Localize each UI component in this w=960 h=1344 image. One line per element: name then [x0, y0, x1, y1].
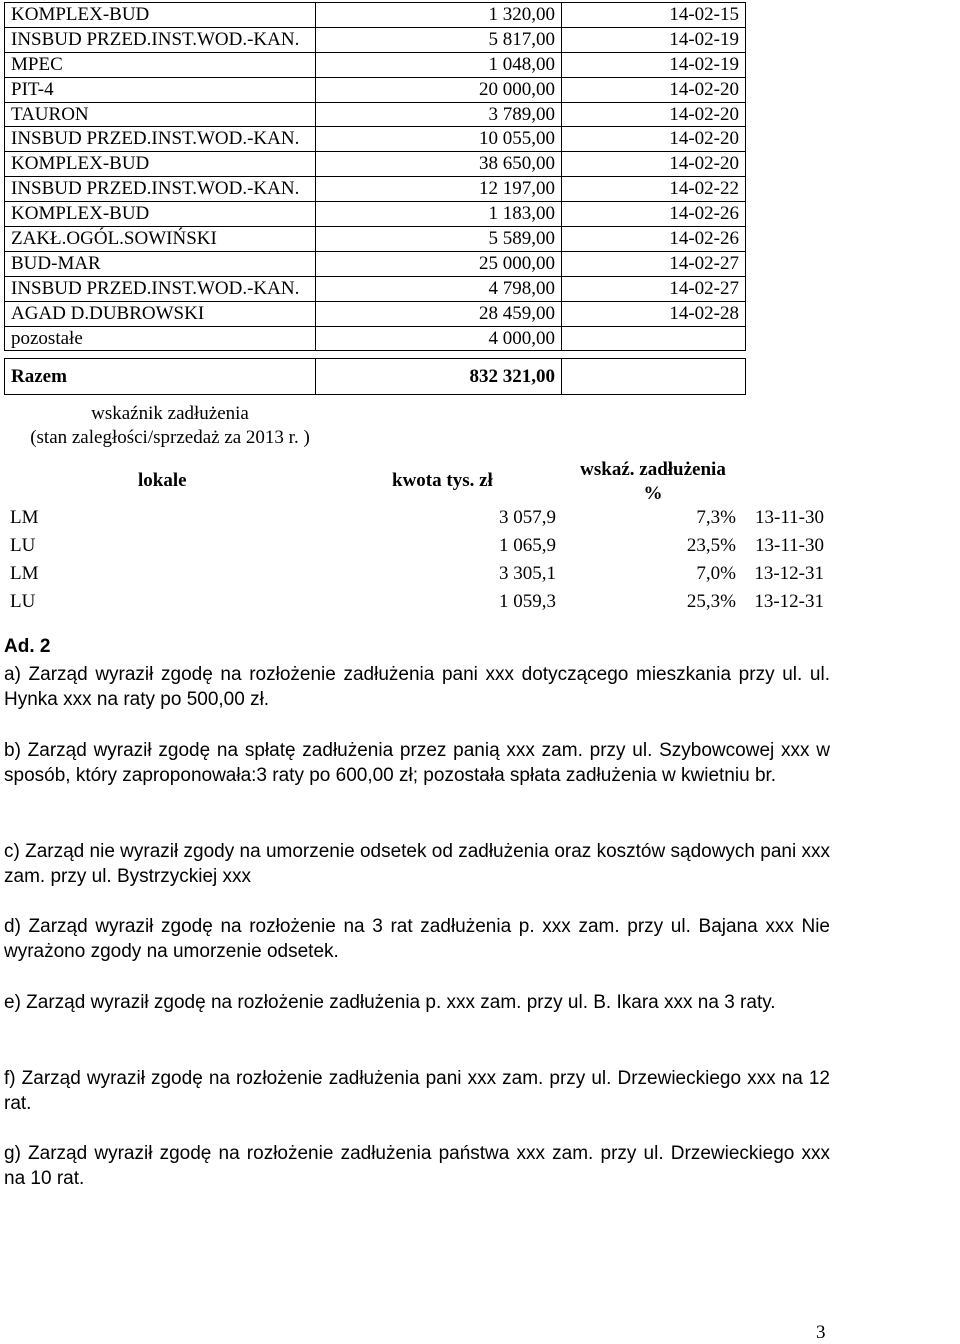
payment-date: 14-02-20: [562, 102, 746, 127]
payment-name: BUD-MAR: [5, 251, 316, 276]
payment-row: [5, 3, 746, 28]
indicator-wskaz: 7,0%: [696, 563, 736, 584]
indicator-date: 13-12-31: [754, 563, 824, 584]
payment-date: 14-02-28: [562, 301, 746, 326]
ad2-item-c: c) Zarząd nie wyraził zgody na umorzenie odsetek od zadłużenia oraz kosztów sądowych pani xxx zam. przy ul. Bystrzyckiej xxx: [4, 841, 830, 887]
indicator-wskaz: 25,3%: [686, 591, 736, 612]
indicator-row: [10, 507, 850, 535]
ad2-title: Ad. 2: [4, 636, 51, 657]
indicator-lokale: LU: [10, 591, 36, 612]
payment-amount: 10 055,00: [316, 127, 562, 152]
indicator-lokale: LU: [10, 535, 36, 556]
payment-date: 14-02-20: [562, 152, 746, 177]
payment-name: MPEC: [5, 52, 316, 77]
payment-row: [5, 102, 746, 127]
payment-amount: 5 589,00: [316, 227, 562, 252]
payment-row: [5, 127, 746, 152]
payment-name: KOMPLEX-BUD: [5, 202, 316, 227]
payment-name: ZAKŁ.OGÓL.SOWIŃSKI: [5, 227, 316, 252]
indicator-lokale: LM: [10, 507, 39, 528]
total-empty: [562, 359, 746, 395]
col-header-lokale: lokale: [138, 470, 187, 491]
payment-row: [5, 301, 746, 326]
ad2-item-f: f) Zarząd wyraził zgodę na rozłożenie zadłużenia pani xxx zam. przy ul. Drzewieckiego xxx na 12 rat.: [4, 1068, 830, 1114]
col-header-wskaz: [560, 458, 746, 506]
payment-row: [5, 52, 746, 77]
payment-date: 14-02-20: [562, 127, 746, 152]
payment-amount: 38 650,00: [316, 152, 562, 177]
payment-name: KOMPLEX-BUD: [5, 3, 316, 28]
payment-name: pozostałe: [5, 326, 316, 351]
payment-date: 14-02-20: [562, 77, 746, 102]
payment-name: TAURON: [5, 102, 316, 127]
payment-row: [5, 251, 746, 276]
payment-date: 14-02-27: [562, 251, 746, 276]
payment-amount: 20 000,00: [316, 77, 562, 102]
payment-amount: 28 459,00: [316, 301, 562, 326]
ad2-item-a: a) Zarząd wyraził zgodę na rozłożenie zadłużenia pani xxx dotyczącego mieszkania przy ul. ul. Hynka xxx na raty po 500,00 zł.: [4, 664, 830, 710]
payment-amount: 4 000,00: [316, 326, 562, 351]
payment-name: INSBUD PRZED.INST.WOD.-KAN.: [5, 177, 316, 202]
payment-amount: 5 817,00: [316, 27, 562, 52]
payment-amount: 25 000,00: [316, 251, 562, 276]
indicator-row: [10, 591, 850, 619]
indicator-wskaz: 23,5%: [686, 535, 736, 556]
col-header-kwota: kwota tys. zł: [392, 470, 493, 491]
ad2-item-b: b) Zarząd wyraził zgodę na spłatę zadłużenia przez panią xxx zam. przy ul. Szybowcowej xxx w sposób, który zaproponowała:3 raty po 600,00 zł; pozostała spłata zadłużenia w kwietniu br.: [4, 740, 830, 786]
page-number: 3: [816, 1322, 826, 1343]
indicator-kwota: 3 305,1: [499, 563, 556, 584]
payments-table: [4, 2, 746, 395]
indicator-kwota: 3 057,9: [499, 507, 556, 528]
payment-date: 14-02-26: [562, 202, 746, 227]
col-header-wskaz-line1: wskaź. zadłużenia: [580, 459, 726, 480]
payment-amount: 3 789,00: [316, 102, 562, 127]
payment-amount: 1 048,00: [316, 52, 562, 77]
payment-date: 14-02-27: [562, 276, 746, 301]
payment-date: 14-02-22: [562, 177, 746, 202]
total-amount: 832 321,00: [316, 359, 562, 395]
payment-date: 14-02-19: [562, 27, 746, 52]
indicator-date: 13-11-30: [755, 535, 824, 556]
indicator-date: 13-11-30: [755, 507, 824, 528]
payment-name: INSBUD PRZED.INST.WOD.-KAN.: [5, 127, 316, 152]
payment-row: [5, 177, 746, 202]
indicator-row: [10, 535, 850, 563]
payment-amount: 1 320,00: [316, 3, 562, 28]
indicator-row: [10, 563, 850, 591]
indicator-title: [20, 402, 320, 450]
payment-row: [5, 326, 746, 351]
payment-date: [562, 326, 746, 351]
ad2-item-g: g) Zarząd wyraził zgodę na rozłożenie zadłużenia państwa xxx zam. przy ul. Drzewieckiego xxx na 10 rat.: [4, 1143, 830, 1189]
total-row: [5, 359, 746, 395]
payment-name: KOMPLEX-BUD: [5, 152, 316, 177]
payment-row: [5, 276, 746, 301]
total-label: Razem: [5, 359, 316, 395]
indicator-kwota: 1 065,9: [499, 535, 556, 556]
ad2-item-e: e) Zarząd wyraził zgodę na rozłożenie zadłużenia p. xxx zam. przy ul. B. Ikara xxx na 3 raty.: [4, 992, 776, 1013]
payment-row: [5, 202, 746, 227]
indicator-title-line2: (stan zaległości/sprzedaż za 2013 r. ): [30, 427, 310, 448]
payment-date: 14-02-15: [562, 3, 746, 28]
payment-amount: 1 183,00: [316, 202, 562, 227]
indicator-date: 13-12-31: [754, 591, 824, 612]
indicator-kwota: 1 059,3: [499, 591, 556, 612]
payment-name: AGAD D.DUBROWSKI: [5, 301, 316, 326]
payment-row: [5, 27, 746, 52]
ad2-item-d: d) Zarząd wyraził zgodę na rozłożenie na 3 rat zadłużenia p. xxx zam. przy ul. Bajana xxx Nie wyrażono zgody na umorzenie odsetek.: [4, 916, 830, 962]
payment-name: INSBUD PRZED.INST.WOD.-KAN.: [5, 27, 316, 52]
indicator-title-line1: wskaźnik zadłużenia: [91, 403, 249, 424]
indicator-wskaz: 7,3%: [696, 507, 736, 528]
payment-row: [5, 227, 746, 252]
payment-amount: 12 197,00: [316, 177, 562, 202]
payment-date: 14-02-26: [562, 227, 746, 252]
indicator-lokale: LM: [10, 563, 39, 584]
payment-row: [5, 152, 746, 177]
payment-amount: 4 798,00: [316, 276, 562, 301]
payment-row: [5, 77, 746, 102]
col-header-wskaz-line2: %: [643, 483, 663, 504]
payment-name: PIT-4: [5, 77, 316, 102]
payment-date: 14-02-19: [562, 52, 746, 77]
payment-name: INSBUD PRZED.INST.WOD.-KAN.: [5, 276, 316, 301]
